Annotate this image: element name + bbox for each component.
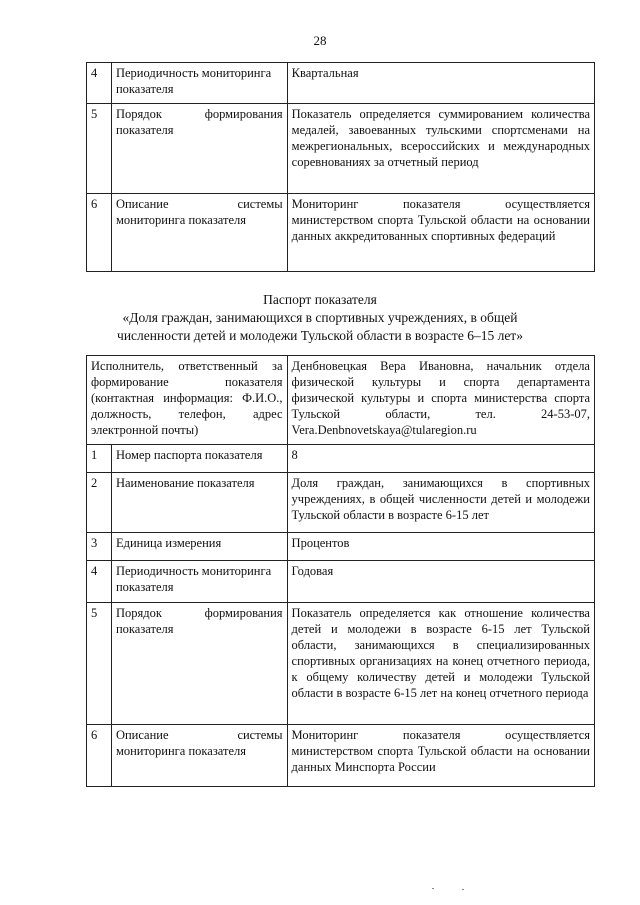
table-row: [87, 725, 595, 787]
row-number: 6: [87, 194, 112, 272]
row-label: Описание системы мониторинга показателя: [111, 725, 287, 787]
table-row: [87, 104, 595, 194]
table-row: [87, 63, 595, 104]
row-value: Показатель определяется суммированием количества медалей, завоеванных тульскими спортсменами на межрегиональных, всероссийских и международных соревнованиях за отчетный период: [287, 104, 594, 194]
row-value: Мониторинг показателя осуществляется министерством спорта Тульской области на основании данных Минспорта России: [287, 725, 594, 787]
row-value: 8: [287, 445, 594, 473]
row-number: 4: [87, 561, 112, 603]
row-value: Квартальная: [287, 63, 594, 104]
indicator-passport-table: [86, 355, 595, 787]
row-label: Номер паспорта показателя: [111, 445, 287, 473]
row-number: 3: [87, 533, 112, 561]
row-label: Порядок формирования показателя: [111, 603, 287, 725]
passport-title: Паспорт показателя: [263, 292, 377, 307]
row-value: Доля граждан, занимающихся в спортивных учреждениях, в общей численности детей и молодежи Тульской области в возрасте 6-15 лет: [287, 473, 594, 533]
page-number: 28: [313, 33, 327, 48]
table-row: [87, 603, 595, 725]
passport-heading: [0, 291, 640, 345]
row-number: 2: [87, 473, 112, 533]
row-label: Описание системы мониторинга показателя: [111, 194, 287, 272]
row-label: Порядок формирования показателя: [111, 104, 287, 194]
table-row-header: [87, 356, 595, 445]
passport-subtitle-line-2: численности детей и молодежи Тульской области в возрасте 6–15 лет»: [117, 328, 523, 343]
row-number: 5: [87, 603, 112, 725]
table-row: [87, 194, 595, 272]
row-label: Наименование показателя: [111, 473, 287, 533]
responsible-value: Денбновецкая Вера Ивановна, начальник отдела физической культуры и спорта департамента физической культуры и спорта министерства спорта Тульской области, тел. 24-53-07, Vera.Denbnovetskaya@tularegion.ru: [287, 356, 594, 445]
table-row: [87, 561, 595, 603]
table-row: [87, 445, 595, 473]
row-number: 5: [87, 104, 112, 194]
row-label: Периодичность мониторинга показателя: [111, 561, 287, 603]
row-label: Периодичность мониторинга показателя: [111, 63, 287, 104]
scan-speck: [432, 888, 434, 889]
row-value: Показатель определяется как отношение количества детей и молодежи в возрасте 6-15 лет Тульской области, занимающихся в специализированных спортивных организациях на конец отчетного периода, к общему количеству детей и молодежи Тульской области в возрасте 6-15 лет на конец отчетного периода: [287, 603, 594, 725]
row-label: Единица измерения: [111, 533, 287, 561]
table-row: [87, 533, 595, 561]
table-row: [87, 473, 595, 533]
row-number: 1: [87, 445, 112, 473]
indicator-table-continued: [86, 62, 595, 272]
row-value: Мониторинг показателя осуществляется министерством спорта Тульской области на основании данных аккредитованных спортивных федераций: [287, 194, 594, 272]
row-number: 6: [87, 725, 112, 787]
responsible-label: Исполнитель, ответственный за формирование показателя (контактная информация: Ф.И.О., должность, телефон, адрес электронной почты): [87, 356, 288, 445]
row-value: Процентов: [287, 533, 594, 561]
row-value: Годовая: [287, 561, 594, 603]
scan-speck: [462, 889, 464, 890]
row-number: 4: [87, 63, 112, 104]
passport-subtitle-line-1: «Доля граждан, занимающихся в спортивных учреждениях, в общей: [122, 310, 518, 325]
